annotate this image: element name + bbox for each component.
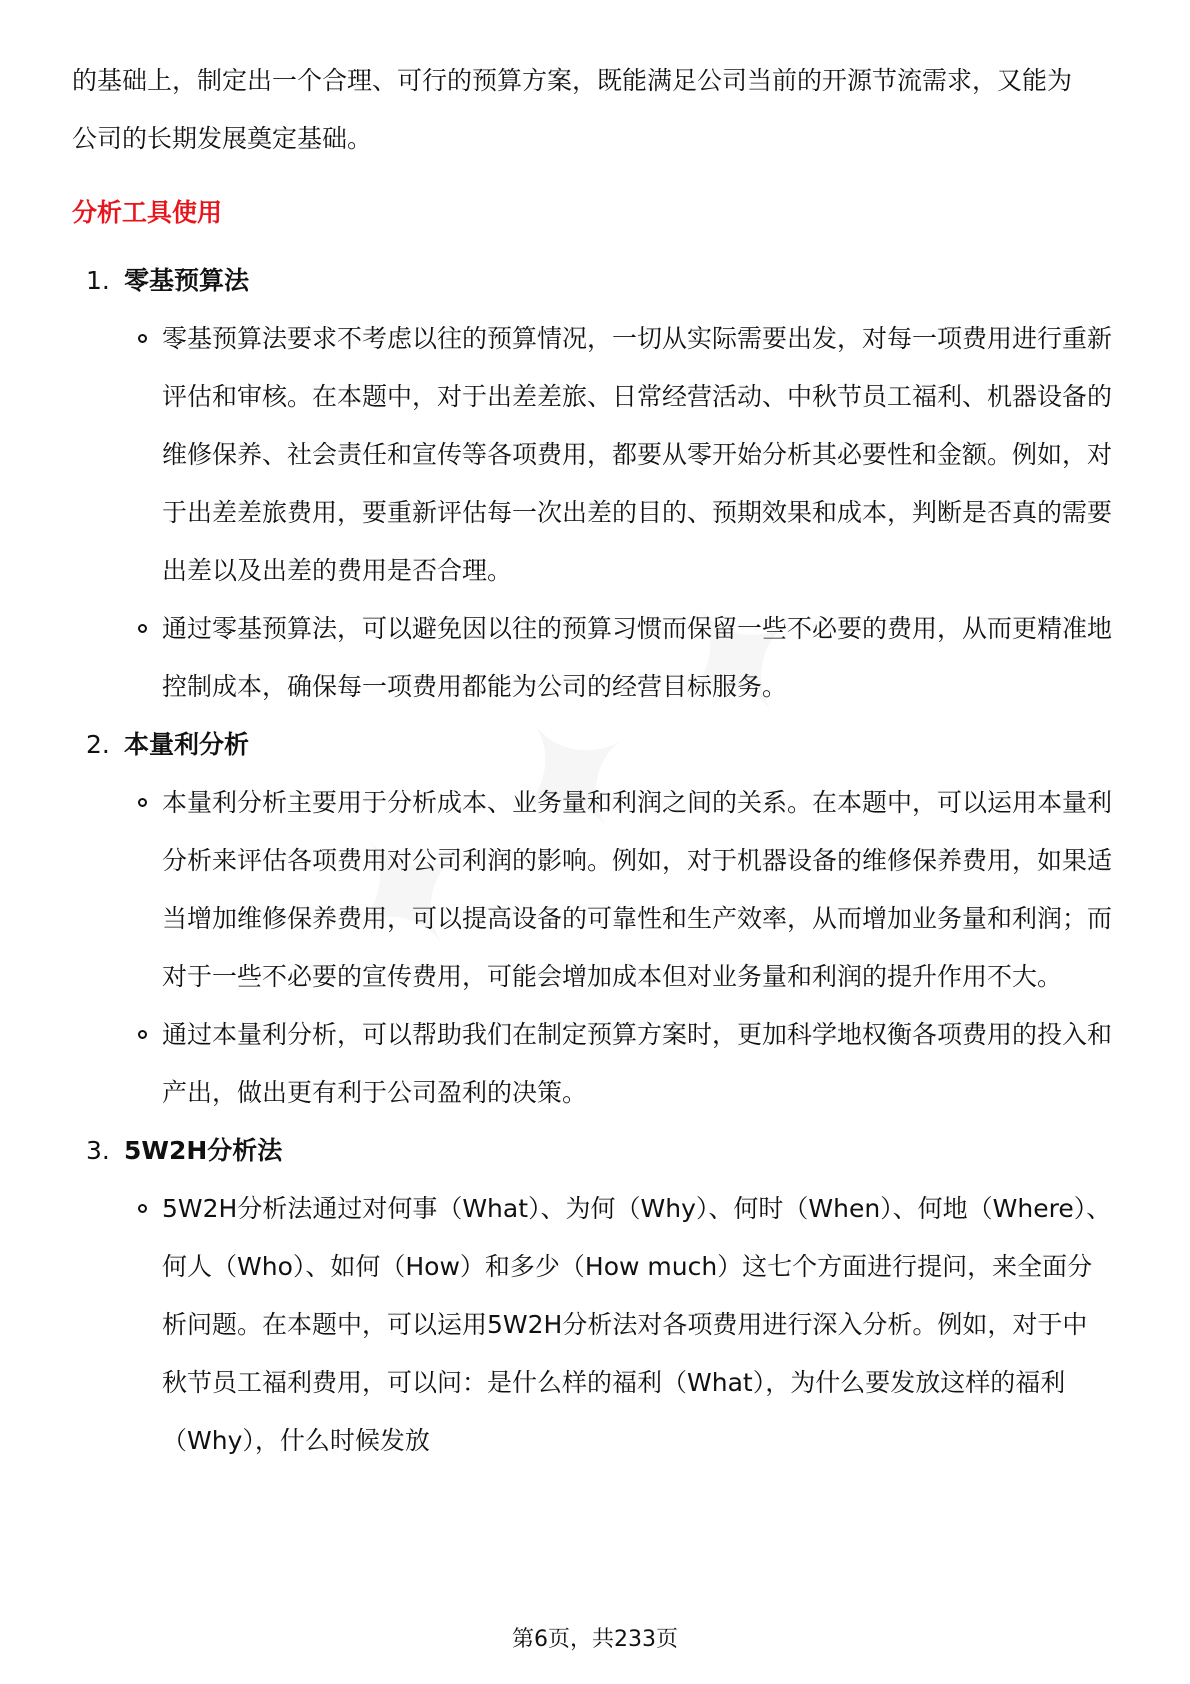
bullet-item [162, 1180, 1132, 1470]
bullet-list [72, 1180, 1132, 1470]
circle-bullet-icon [138, 334, 147, 343]
item-number: 2. [86, 730, 110, 759]
bullet-list [72, 774, 1132, 1122]
bullet-text: 零基预算法要求不考虑以往的预算情况，一切从实际需要出发，对每一项费用进行重新评估和审核。在本题中，对于出差差旅、日常经营活动、中秋节员工福利、机器设备的维修保养、社会责任和宣传等各项费用，都要从零开始分析其必要性和金额。例如，对于出差差旅费用，要重新评估每一次出差的目的、预期效果和成本，判断是否真的需要出差以及出差的费用是否合理。 [162, 324, 1113, 585]
page-content [72, 52, 1132, 1470]
item-heading [86, 1122, 1132, 1180]
circle-bullet-icon [138, 798, 147, 807]
bullet-text: 5W2H分析法通过对何事（What）、为何（Why）、何时（When）、何地（Where）、何人（Who）、如何（How）和多少（How much）这七个方面进行提问，来全面分析问题。在本题中，可以运用5W2H分析法对各项费用进行深入分析。例如，对于中秋节员工福利费用，可以问：是什么样的福利（What），为什么要发放这样的福利（Why），什么时候发放 [162, 1194, 1112, 1455]
circle-bullet-icon [138, 1030, 147, 1039]
circle-bullet-icon [138, 1204, 147, 1213]
bullet-item [162, 1006, 1132, 1122]
item-title: 5W2H分析法 [124, 1136, 283, 1165]
item-heading [86, 252, 1132, 310]
intro-paragraph: 的基础上，制定出一个合理、可行的预算方案，既能满足公司当前的开源节流需求，又能为公司的长期发展奠定基础。 [72, 66, 1073, 153]
item-number: 1. [86, 266, 110, 295]
item-title: 本量利分析 [124, 730, 250, 759]
bullet-text: 本量利分析主要用于分析成本、业务量和利润之间的关系。在本题中，可以运用本量利分析来评估各项费用对公司利润的影响。例如，对于机器设备的维修保养费用，如果适当增加维修保养费用，可以提高设备的可靠性和生产效率，从而增加业务量和利润；而对于一些不必要的宣传费用，可能会增加成本但对业务量和利润的提升作用不大。 [162, 788, 1113, 991]
page-number: 第6页，共233页 [512, 1627, 678, 1652]
circle-bullet-icon [138, 624, 147, 633]
item-title: 零基预算法 [124, 266, 250, 295]
list-item-1 [72, 252, 1132, 716]
section-title: 分析工具使用 [72, 198, 223, 227]
item-number: 3. [86, 1136, 110, 1165]
item-heading [86, 716, 1132, 774]
bullet-text: 通过本量利分析，可以帮助我们在制定预算方案时，更加科学地权衡各项费用的投入和产出，做出更有利于公司盈利的决策。 [162, 1020, 1113, 1107]
bullet-item [162, 774, 1132, 1006]
bullet-item [162, 600, 1132, 716]
bullet-item [162, 310, 1132, 600]
list-item-3 [72, 1122, 1132, 1470]
list-item-2 [72, 716, 1132, 1122]
bullet-text: 通过零基预算法，可以避免因以往的预算习惯而保留一些不必要的费用，从而更精准地控制成本，确保每一项费用都能为公司的经营目标服务。 [162, 614, 1113, 701]
bullet-list [72, 310, 1132, 716]
